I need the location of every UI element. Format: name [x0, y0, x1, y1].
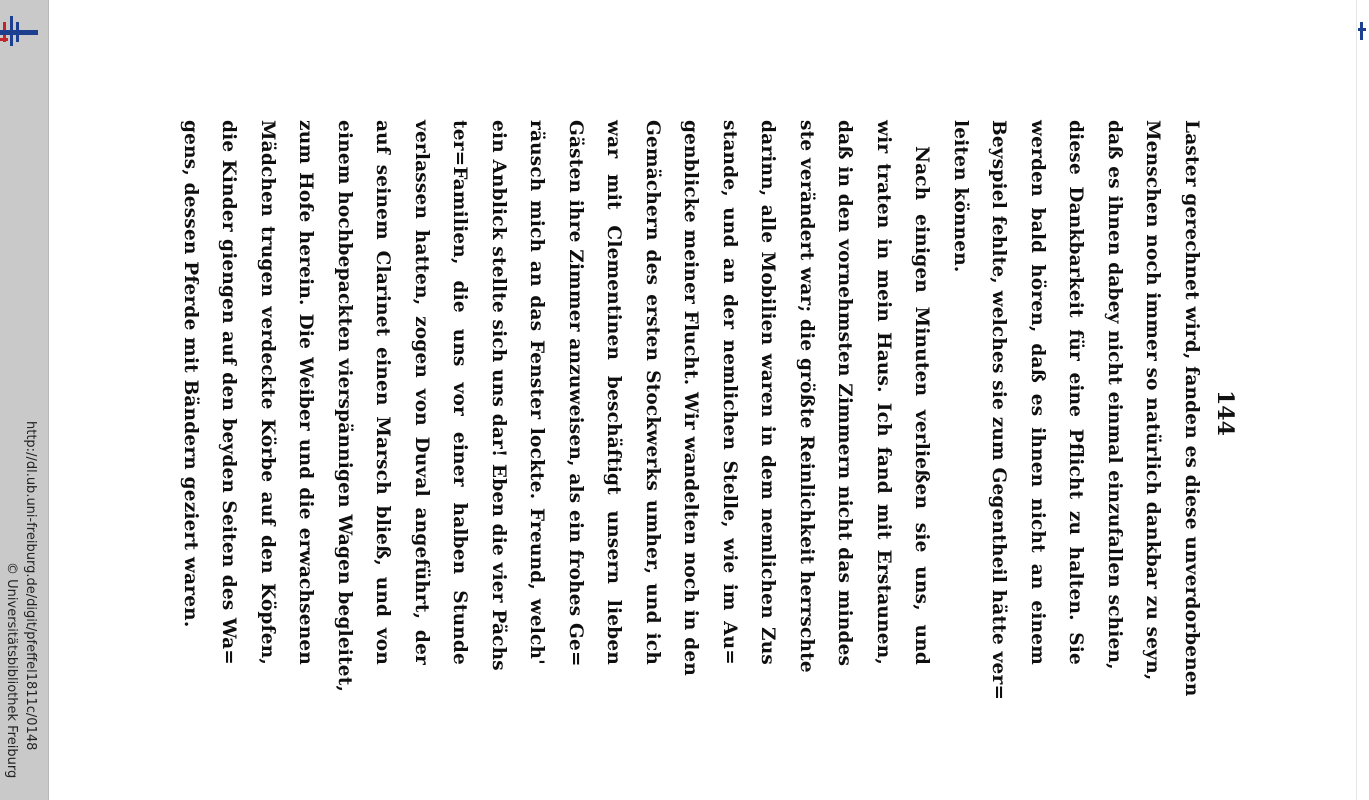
page-text-block	[171, 120, 1211, 701]
text-line: Nach einigen Minuten verließen sie uns, und	[911, 146, 933, 665]
text-line: daß in den vornehmsten Zimmern nicht das mindes	[834, 120, 856, 667]
text-line: räusch mich an das Fenster lockte. Freund, welch'	[526, 120, 548, 665]
source-url-credit[interactable]: http://dl.ub.uni-freiburg.de/digit/pfeffel1811c/0148	[23, 421, 38, 751]
text-line: einem hochbepackten vierspännigen Wagen begleitet,	[334, 120, 355, 693]
edge-marker	[1358, 28, 1366, 31]
text-line: darinn, alle Mobilien waren in dem nemlichen Zus	[757, 120, 779, 665]
text-line: wir traten in mein Haus. Ich fand mit Erstaunen,	[873, 120, 894, 665]
text-line: diese Dankbarkeit für eine Pflicht zu halten. Sie	[1065, 120, 1087, 665]
text-line: ste verändert war; die größte Reinlichkeit herrschte	[796, 120, 817, 673]
ub-freiburg-logo-icon	[0, 8, 40, 52]
edge-marker	[1360, 22, 1363, 40]
text-line: Gemächern des ersten Stockwerks umher, und ich	[642, 120, 663, 665]
text-line: stande, und an der nemlichen Stelle, wie im Au=	[719, 120, 740, 665]
page-number: 144	[1212, 390, 1238, 436]
text-line: werden bald hören, daß es ihnen nicht an einem	[1027, 120, 1048, 665]
text-line: gens, dessen Pferde mit Bändern geziert waren.	[180, 120, 201, 628]
text-line: leiten können.	[950, 120, 971, 273]
text-line: ein Anblick stellte sich uns dar! Eben die vier Pächs	[488, 120, 509, 671]
scanned-page	[170, 120, 1238, 701]
text-line: zum Hofe herein. Die Weiber und die erwachsenen	[295, 120, 317, 665]
text-line: Mädchen trugen verdeckte Körbe auf den Köpfen,	[257, 120, 278, 665]
text-line: verlassen hatten, zogen von Duval angeführt, der	[411, 120, 432, 665]
text-line: Beyspiel fehlte, welches sie zum Gegentheil hätte ver=	[988, 120, 1010, 701]
text-line: Gästen ihre Zimmer anzuweisen, als ein frohes Ge=	[565, 120, 586, 667]
text-line: die Kinder giengen auf den beyden Seiten des Wa=	[218, 120, 240, 665]
text-line: auf seinem Clarinet einen Marsch bließ, und von	[372, 120, 394, 665]
text-line: daß es ihnen dabey nicht einmal einzufallen schien,	[1104, 120, 1125, 670]
text-line: Laster gerechnet wird, fanden es diese unverdorbenen	[1181, 120, 1202, 697]
text-line: war mit Clementinen beschäftigt unsern lieben	[603, 120, 625, 665]
page-edge	[1356, 0, 1369, 800]
text-line: ter=Familien, die uns vor einer halben Stunde	[449, 120, 471, 665]
text-line: Menschen noch immer so natürlich dankbar zu seyn,	[1142, 120, 1164, 681]
text-line: genblicke meiner Flucht. Wir wandelten noch in den	[680, 120, 702, 676]
copyright-credit: © Universitätsbibliothek Freiburg	[4, 562, 19, 779]
side-credit-strip	[0, 0, 49, 800]
